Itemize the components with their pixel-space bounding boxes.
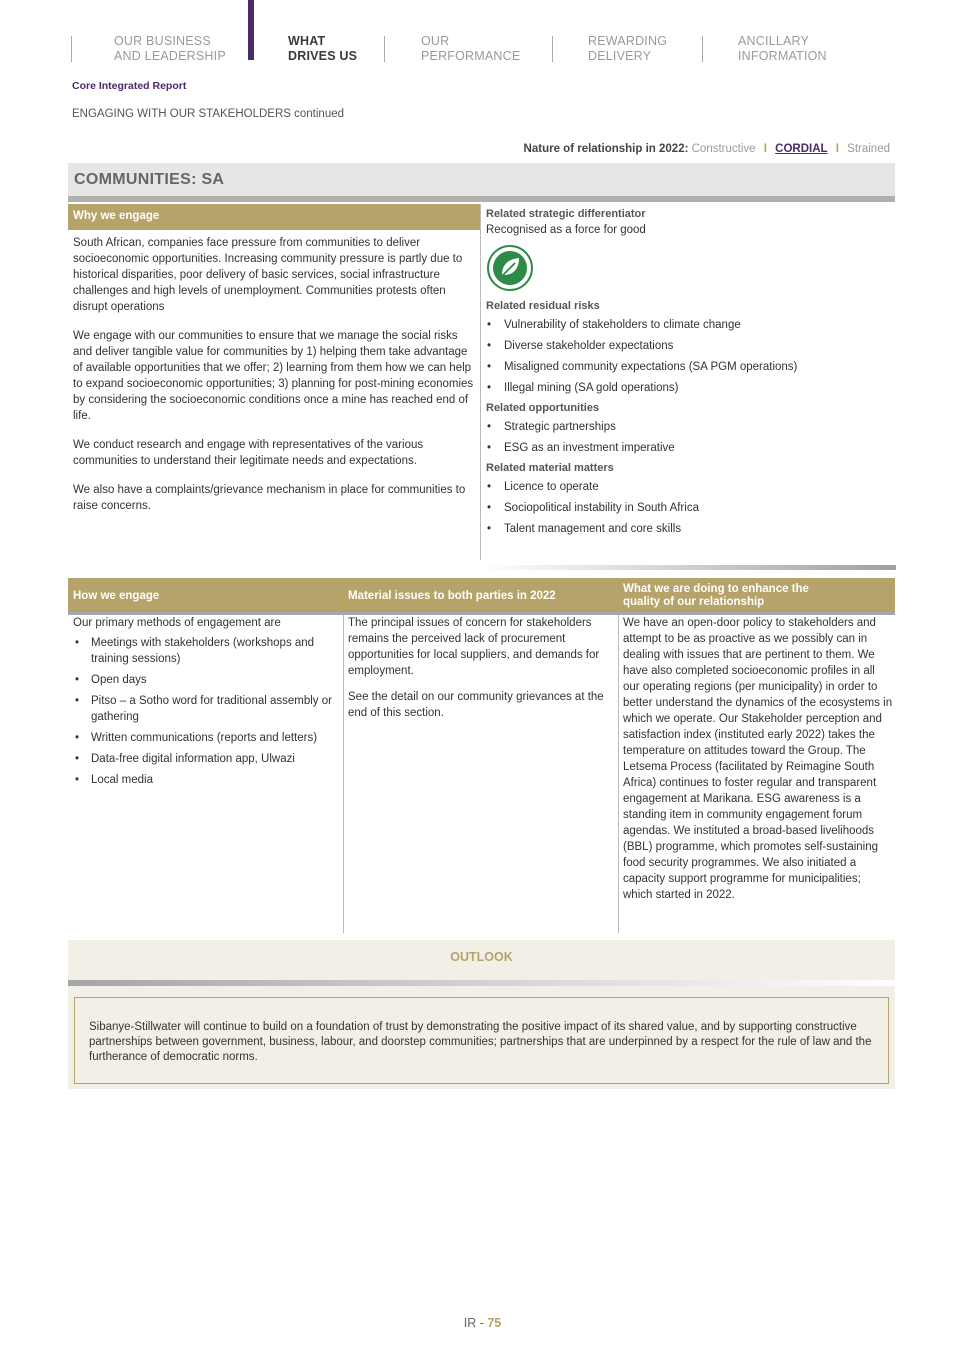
why-paragraph: We conduct research and engage with representatives of the various communities to understand their legitimate needs and expectations. (73, 439, 424, 467)
opportunities-heading: Related opportunities (486, 402, 600, 414)
list-item: • Open days (73, 672, 341, 688)
nav-label-line1: WHAT (288, 34, 326, 48)
how-intro: Our primary methods of engagement are (73, 617, 281, 629)
nav-label-line1: OUR BUSINESS (114, 34, 211, 48)
relationship-nature: Nature of relationship in 2022: Constructive I CORDIAL I Strained (523, 143, 890, 155)
list-item: • Strategic partnerships (486, 420, 891, 435)
list-item: • Talent management and core skills (486, 522, 891, 537)
section-rule (480, 565, 896, 570)
matters-heading: Related material matters (486, 462, 614, 474)
column-divider (343, 615, 344, 933)
relationship-option-constructive: Constructive (691, 143, 756, 155)
list-item: • Licence to operate (486, 480, 891, 495)
how-we-engage-cell (73, 615, 341, 793)
list-item: • Sociopolitical instability in South Africa (486, 501, 891, 516)
separator: I (763, 143, 767, 155)
relationship-option-cordial: CORDIAL (775, 143, 828, 155)
column-divider (480, 204, 481, 560)
list-item: • Meetings with stakeholders (workshops and training sessions) (73, 635, 341, 667)
issues-paragraph: See the detail on our community grievances at the end of this section. (348, 691, 604, 719)
nav-divider (552, 36, 553, 62)
nav-label-line2: AND LEADERSHIP (114, 49, 226, 63)
column-divider (618, 615, 619, 933)
title-rule (68, 196, 895, 202)
nav-rewarding-delivery[interactable] (588, 34, 667, 64)
relationship-option-strained: Strained (847, 143, 890, 155)
engagement-table-header (68, 578, 895, 614)
why-paragraph: South African, companies face pressure from communities to deliver socioeconomic opportunities. Increasing community pressure is partly due to historical disparities, poor delivery of basic services, social infrastructure challenges and high levels of unemployment. Communities protests often disrupt operations (73, 237, 463, 313)
outlook-box (74, 997, 889, 1084)
list-item: • Written communications (reports and letters) (73, 730, 341, 746)
material-issues-cell (348, 615, 614, 731)
nav-label-line1: OUR (421, 34, 450, 48)
core-report-label: Core Integrated Report (72, 80, 187, 92)
nav-label-line2: PERFORMANCE (421, 49, 521, 63)
nav-active-indicator (248, 0, 254, 60)
issues-paragraph: The principal issues of concern for stakeholders remains the perceived lack of procurement opportunities for local suppliers, and demands for employment. (348, 617, 600, 677)
list-item: • Diverse stakeholder expectations (486, 339, 891, 354)
column-header-doing: What we are doing to enhance the quality of our relationship (623, 583, 809, 608)
nav-our-business[interactable] (114, 34, 226, 64)
outlook-heading: OUTLOOK (450, 950, 513, 964)
outlook-bar (68, 940, 895, 980)
nav-label-line2: DELIVERY (588, 49, 652, 63)
what-we-do-cell (623, 615, 893, 913)
why-paragraph: We also have a complaints/grievance mechanism in place for communities to raise concerns. (73, 484, 466, 512)
doing-paragraph: We have an open-door policy to stakeholders and attempt to be as proactive as we possibly can in dealing with issues that are pertinent to them. We have also completed socioeconomic profiles in all our operating regions (per municipality) in order to better understand the dynamics of the ecosystems in which we operate. Our Stakeholder perception and satisfaction index (instituted early 2022) takes the temperature on attitudes toward the Group. The Letsema Process (facilitated by Reimagine South Africa) continues to foster regular and transparent engagement at Marikana. ESG awareness is a standing item in community engagement forum agendas. We instituted a broad-based livelihoods (BBL) programme, which promotes self-sustaining food security programmes. We also initiated a capacity support programme for municipalities; which started in 2022. (623, 617, 893, 901)
differentiator-heading: Related strategic differentiator (486, 208, 646, 220)
engagement-methods-list (73, 635, 341, 788)
nav-label-line1: REWARDING (588, 34, 668, 48)
nav-divider (384, 36, 385, 62)
list-item: • Vulnerability of stakeholders to climate change (486, 318, 891, 333)
relationship-label: Nature of relationship in 2022 (523, 143, 685, 155)
column-header-issues: Material issues to both parties in 2022 (348, 589, 556, 602)
nav-label-line2: DRIVES US (288, 49, 358, 63)
nav-label-line1: ANCILLARY (738, 34, 810, 48)
page-number: 75 (487, 1316, 502, 1330)
list-item: • Misaligned community expectations (SA PGM operations) (486, 360, 891, 375)
why-paragraph: We engage with our communities to ensure that we manage the social risks and deliver tangible value for communities by 1) helping them take advantage of available opportunities that we offer; 2) learning from them how we can help to expand socioeconomic opportunities; 3) planning for post-mining economies by considering the socioeconomic conditions once a mine has reached end of life. (73, 330, 474, 422)
related-panel (486, 208, 891, 543)
list-item: • Pitso – a Sotho word for traditional assembly or gathering (73, 693, 341, 725)
opportunities-list (486, 420, 891, 456)
leaf-icon (486, 244, 534, 292)
top-navigation (0, 0, 965, 70)
risks-heading: Related residual risks (486, 300, 600, 312)
nav-label-line2: INFORMATION (738, 49, 827, 63)
section-label: ENGAGING WITH OUR STAKEHOLDERS continued (72, 108, 345, 120)
nav-divider (71, 36, 72, 62)
nav-divider (702, 36, 703, 62)
list-item: • ESG as an investment imperative (486, 441, 891, 456)
section-title-bar (68, 163, 895, 196)
list-item: • Illegal mining (SA gold operations) (486, 381, 891, 396)
why-engage-heading: Why we engage (68, 204, 480, 230)
nav-our-performance[interactable] (421, 34, 520, 64)
list-item: • Data-free digital information app, Ulwazi (73, 751, 341, 767)
section-title: COMMUNITIES: SA (74, 171, 225, 188)
separator: I (835, 143, 839, 155)
list-item: • Local media (73, 772, 341, 788)
risks-list (486, 318, 891, 396)
page-footer (0, 1316, 965, 1330)
matters-list (486, 480, 891, 537)
differentiator-text: Recognised as a force for good (486, 224, 646, 236)
outlook-text: Sibanye-Stillwater will continue to build on a foundation of trust by demonstrating the positive impact of its shared value, and by supporting constructive partnerships between government, business, labour, and doorstep communities; partnerships that are underpinned by a respect for the rule of law and the furtherance of democratic norms. (89, 1021, 872, 1063)
footer-prefix: IR - (463, 1316, 488, 1330)
nav-ancillary-information[interactable] (738, 34, 827, 64)
column-header-how: How we engage (73, 589, 160, 602)
why-engage-body (73, 235, 475, 527)
nav-what-drives-us[interactable] (288, 34, 357, 64)
